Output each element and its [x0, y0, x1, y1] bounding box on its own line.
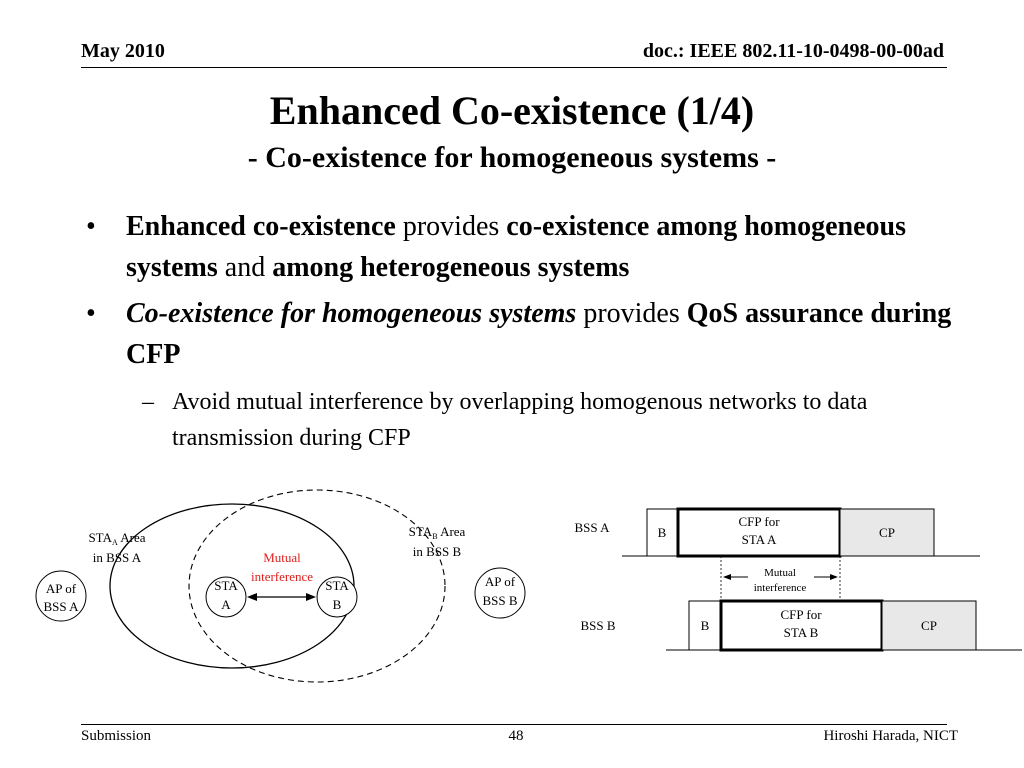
- arrowhead-right-icon: [306, 593, 316, 601]
- ap-a-label-line1: AP of: [45, 581, 77, 596]
- header-doc-id: doc.: IEEE 802.11-10-0498-00-00ad: [642, 40, 944, 62]
- bullet-segment: Enhanced co-existence: [126, 211, 396, 242]
- bss-b-cp-label: CP: [921, 618, 937, 633]
- sta-b-area-label: $STA_B$ Area: [408, 524, 466, 541]
- coverage-diagram: [36, 490, 525, 682]
- slide-title: Enhanced Co-existence (1/4): [269, 88, 755, 133]
- bss-a-label: BSS A: [574, 520, 610, 535]
- bullet-segment: provides: [576, 298, 687, 329]
- sub-bullet-marker: –: [142, 389, 154, 415]
- ap-b-label-line2: BSS B: [482, 593, 518, 608]
- sub-bullet-text: Avoid mutual interference by overlapping homogenous networks to data transmission during CFP: [172, 389, 868, 451]
- mutual-interference-label-line1: Mutual: [263, 550, 301, 565]
- bss-b-label: BSS B: [580, 618, 616, 633]
- bullet-segment: QoS assurance during CFP: [126, 298, 952, 370]
- sta-a-label-line2: A: [221, 597, 231, 612]
- ap-a-label-line2: BSS A: [43, 599, 79, 614]
- mutual-interference-label-line2: interference: [250, 569, 314, 584]
- bullet-segment: Co-existence for homogeneous systems: [126, 298, 577, 329]
- footer-submission: Submission: [81, 728, 152, 744]
- bss-a-cfp-label-line2: STA A: [741, 532, 777, 547]
- bss-a-cfp-label-line1: CFP for: [738, 514, 780, 529]
- bullet-segment: co-existence among homogeneous systems: [126, 211, 907, 283]
- timing-diagram: [574, 509, 1022, 650]
- slide-subtitle: - Co-existence for homogeneous systems -: [247, 141, 777, 174]
- bullet-marker: •: [86, 211, 96, 242]
- sta-a-area-label-line2: in BSS A: [92, 550, 142, 565]
- sta-b-label-line2: B: [332, 597, 342, 612]
- overlap-label-line1: Mutual: [764, 567, 796, 579]
- sta-b-area-label-line2: in BSS B: [412, 544, 462, 559]
- arrowhead-left-icon: [247, 593, 257, 601]
- bss-b-cfp-label-line2: STA B: [783, 625, 819, 640]
- overlap-label-line2: interference: [753, 582, 807, 594]
- bullet-segment: among heterogeneous systems: [272, 252, 630, 283]
- footer-author: Hiroshi Harada, NICT: [823, 728, 958, 744]
- ap-b-label-line1: AP of: [484, 574, 516, 589]
- bss-b-beacon-label: B: [700, 618, 710, 633]
- bss-a-cp-label: CP: [879, 525, 895, 540]
- arrowhead-right-icon: [830, 574, 838, 580]
- header-date: May 2010: [81, 40, 165, 62]
- footer-page-number: 48: [508, 728, 524, 744]
- bss-b-cfp-label-line1: CFP for: [780, 607, 822, 622]
- bullet-segment: and: [217, 252, 273, 283]
- bullet-segment: provides: [395, 211, 507, 242]
- footer-rule: [81, 724, 947, 725]
- sta-a-label-line1: STA: [214, 578, 238, 593]
- bss-a-beacon-label: B: [657, 525, 667, 540]
- bullet-marker: •: [86, 298, 96, 329]
- sta-a-area-label: $STA_A$ Area: [88, 530, 146, 547]
- sta-b-label-line1: STA: [325, 578, 349, 593]
- arrowhead-left-icon: [723, 574, 731, 580]
